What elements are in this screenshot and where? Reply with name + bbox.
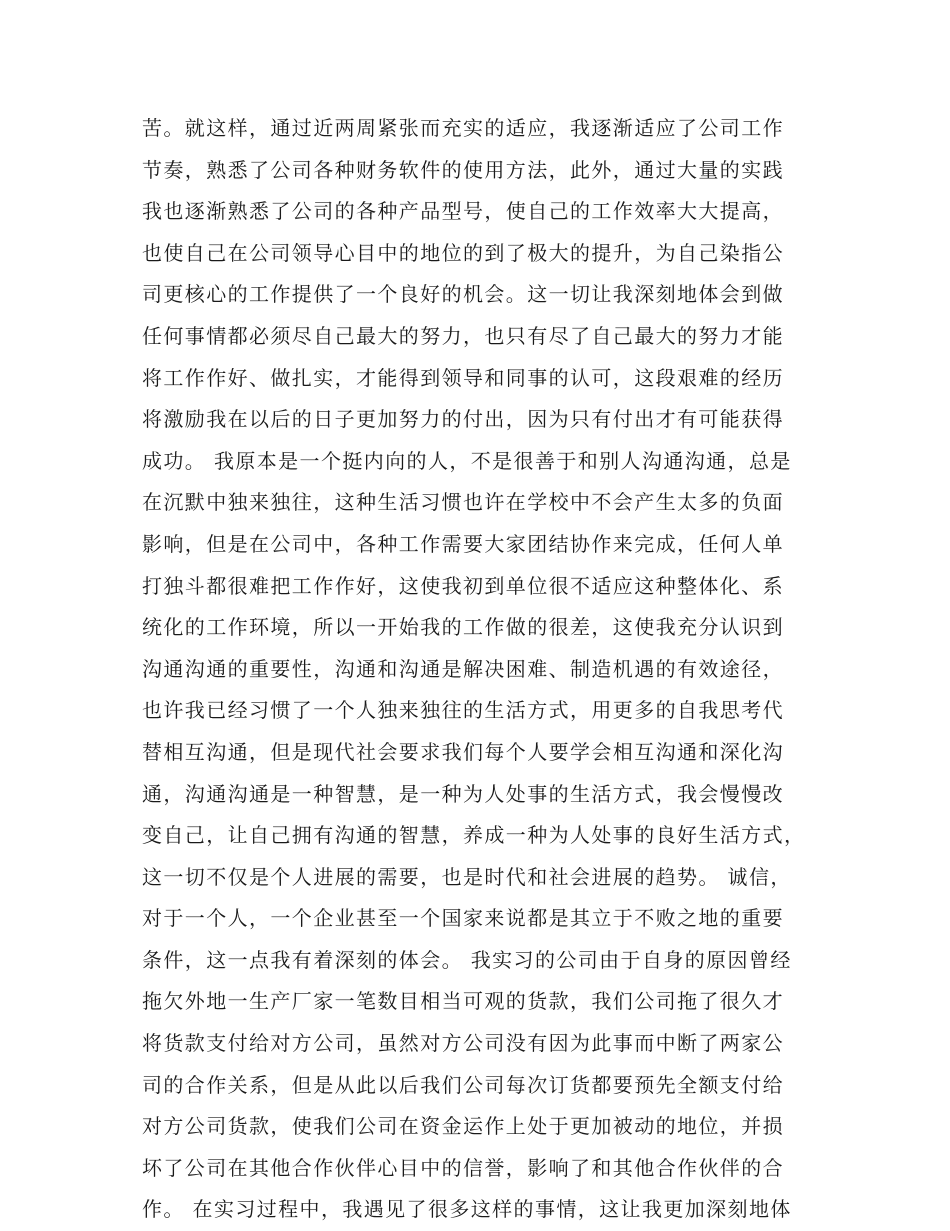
- text-line: 也使自己在公司领导心目中的地位的到了极大的提升，为自己染指公: [142, 240, 784, 265]
- text-line: 变自己，让自己拥有沟通的智慧，养成一种为人处事的良好生活方式，: [142, 823, 806, 848]
- text-line: 将货款支付给对方公司，虽然对方公司没有因为此事而中断了两家公: [142, 1031, 784, 1056]
- text-line: 也许我已经习惯了一个人独来独往的生活方式，用更多的自我思考代: [142, 698, 784, 723]
- text-line: 打独斗都很难把工作作好，这使我初到单位很不适应这种整体化、系: [142, 573, 784, 598]
- text-line: 对方公司货款，使我们公司在资金运作上处于更加被动的地位，并损: [142, 1114, 784, 1139]
- text-line: 成功。 我原本是一个挺内向的人，不是很善于和别人沟通沟通，总是: [142, 448, 792, 473]
- text-line: 在沉默中独来独往，这种生活习惯也许在学校中不会产生太多的负面: [142, 490, 784, 515]
- text-line: 统化的工作环境，所以一开始我的工作做的很差，这使我充分认识到: [142, 615, 784, 640]
- text-line: 这一切不仅是个人进展的需要，也是时代和社会进展的趋势。 诚信，: [142, 864, 792, 889]
- text-line: 通，沟通沟通是一种智慧，是一种为人处事的生活方式，我会慢慢改: [142, 781, 784, 806]
- text-line: 将工作作好、做扎实，才能得到领导和同事的认可，这段艰难的经历: [142, 365, 784, 390]
- text-line: 将激励我在以后的日子更加努力的付出，因为只有付出才有可能获得: [142, 407, 784, 432]
- text-line: 我也逐渐熟悉了公司的各种产品型号，使自己的工作效率大大提高，: [142, 199, 784, 224]
- text-line: 拖欠外地一生产厂家一笔数目相当可观的货款，我们公司拖了很久才: [142, 989, 784, 1014]
- text-line: 影响，但是在公司中，各种工作需要大家团结协作来完成，任何人单: [142, 531, 784, 556]
- text-line: 苦。就这样，通过近两周紧张而充实的适应，我逐渐适应了公司工作: [142, 116, 784, 140]
- text-line: 司更核心的工作提供了一个良好的机会。这一切让我深刻地体会到做: [142, 282, 784, 307]
- text-line: 沟通沟通的重要性，沟通和沟通是解决困难、制造机遇的有效途径，: [142, 656, 784, 681]
- text-line: 坏了公司在其他合作伙伴心目中的信誉，影响了和其他合作伙伴的合: [142, 1155, 784, 1180]
- text-line: 司的合作关系，但是从此以后我们公司每次订货都要预先全额支付给: [142, 1072, 784, 1097]
- text-line: 替相互沟通，但是现代社会要求我们每个人要学会相互沟通和深化沟: [142, 739, 784, 764]
- text-line: 作。 在实习过程中，我遇见了很多这样的事情，这让我更加深刻地体: [142, 1197, 792, 1222]
- body-text: [142, 108, 822, 1231]
- text-line: 任何事情都必须尽自己最大的努力，也只有尽了自己最大的努力才能: [142, 323, 784, 348]
- text-line: 节奏，熟悉了公司各种财务软件的使用方法，此外，通过大量的实践: [142, 157, 784, 182]
- text-line: 条件，这一点我有着深刻的体会。 我实习的公司由于自身的原因曾经: [142, 947, 792, 972]
- text-line: 对于一个人，一个企业甚至一个国家来说都是其立于不败之地的重要: [142, 906, 784, 931]
